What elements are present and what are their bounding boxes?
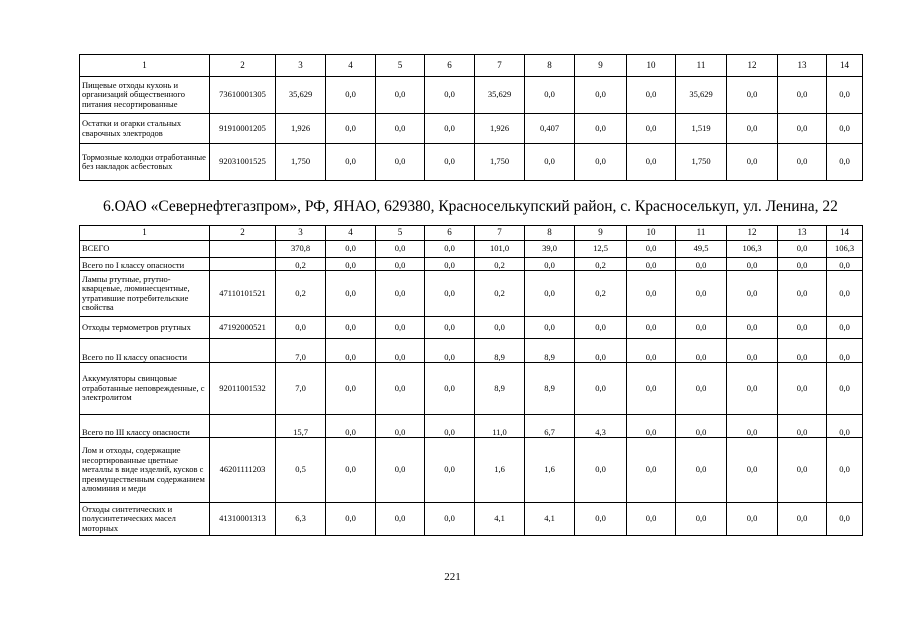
column-number-row bbox=[80, 55, 863, 77]
value-cell: 0,0 bbox=[326, 438, 376, 503]
value-cell: 0,2 bbox=[575, 271, 627, 317]
waste-name-cell: Остатки и огарки стальных сварочных электродов bbox=[80, 114, 210, 144]
value-cell: 0,0 bbox=[525, 258, 575, 271]
waste-name-cell: Лом и отходы, содержащие несортированные цветные металлы в виде изделий, кусков с преимущественным содержанием алюминия и меди bbox=[80, 438, 210, 503]
waste-code-cell: 92031001525 bbox=[210, 144, 276, 181]
value-cell: 0,0 bbox=[827, 258, 863, 271]
waste-name-cell: Лампы ртутные, ртутно-кварцевые, люминесцентные, утратившие потребительские свойства bbox=[80, 271, 210, 317]
value-cell: 0,0 bbox=[376, 363, 425, 415]
column-number: 9 bbox=[575, 55, 627, 77]
waste-name-cell: Тормозные колодки отработанные без накладок асбестовых bbox=[80, 144, 210, 181]
value-cell: 0,2 bbox=[276, 258, 326, 271]
value-cell: 0,0 bbox=[376, 241, 425, 258]
value-cell: 0,0 bbox=[575, 144, 627, 181]
value-cell: 0,0 bbox=[376, 114, 425, 144]
value-cell: 0,0 bbox=[676, 415, 727, 438]
table-row bbox=[80, 144, 863, 181]
value-cell: 101,0 bbox=[475, 241, 525, 258]
value-cell: 4,1 bbox=[475, 503, 525, 536]
column-number: 10 bbox=[627, 226, 676, 241]
waste-code-cell: 73610001305 bbox=[210, 77, 276, 114]
value-cell: 0,0 bbox=[575, 363, 627, 415]
value-cell: 0,0 bbox=[676, 438, 727, 503]
value-cell: 0,0 bbox=[326, 415, 376, 438]
value-cell: 370,8 bbox=[276, 241, 326, 258]
value-cell: 1,926 bbox=[475, 114, 525, 144]
value-cell: 0,0 bbox=[326, 114, 376, 144]
value-cell: 0,0 bbox=[778, 438, 827, 503]
table-row bbox=[80, 339, 863, 363]
value-cell: 0,0 bbox=[676, 339, 727, 363]
value-cell: 8,9 bbox=[475, 363, 525, 415]
waste-name-cell: Всего по II классу опасности bbox=[80, 339, 210, 363]
value-cell: 0,0 bbox=[778, 144, 827, 181]
value-cell: 0,0 bbox=[778, 317, 827, 339]
value-cell: 0,0 bbox=[827, 271, 863, 317]
value-cell: 0,0 bbox=[778, 77, 827, 114]
value-cell: 0,2 bbox=[276, 271, 326, 317]
value-cell: 0,0 bbox=[627, 503, 676, 536]
value-cell: 0,0 bbox=[425, 503, 475, 536]
value-cell: 0,0 bbox=[425, 114, 475, 144]
value-cell: 12,5 bbox=[575, 241, 627, 258]
value-cell: 0,0 bbox=[326, 271, 376, 317]
column-number: 12 bbox=[727, 55, 778, 77]
column-number: 8 bbox=[525, 55, 575, 77]
value-cell: 0,0 bbox=[326, 503, 376, 536]
waste-name-cell: Аккумуляторы свинцовые отработанные неповрежденные, с электролитом bbox=[80, 363, 210, 415]
value-cell: 0,0 bbox=[425, 144, 475, 181]
value-cell: 0,0 bbox=[376, 77, 425, 114]
column-number: 13 bbox=[778, 55, 827, 77]
value-cell: 0,0 bbox=[627, 438, 676, 503]
value-cell: 0,0 bbox=[827, 415, 863, 438]
column-number: 13 bbox=[778, 226, 827, 241]
value-cell: 0,0 bbox=[778, 114, 827, 144]
value-cell: 0,0 bbox=[425, 271, 475, 317]
value-cell: 0,0 bbox=[627, 144, 676, 181]
value-cell: 0,0 bbox=[376, 271, 425, 317]
value-cell: 0,0 bbox=[676, 503, 727, 536]
column-number: 7 bbox=[475, 226, 525, 241]
value-cell: 0,0 bbox=[727, 258, 778, 271]
waste-code-cell: 41310001313 bbox=[210, 503, 276, 536]
value-cell: 0,0 bbox=[575, 317, 627, 339]
value-cell: 0,0 bbox=[727, 114, 778, 144]
value-cell: 0,0 bbox=[727, 144, 778, 181]
table-row bbox=[80, 114, 863, 144]
value-cell: 0,0 bbox=[425, 241, 475, 258]
value-cell: 0,0 bbox=[326, 363, 376, 415]
value-cell: 0,0 bbox=[827, 317, 863, 339]
waste-code-cell: 46201111203 bbox=[210, 438, 276, 503]
value-cell: 8,9 bbox=[525, 339, 575, 363]
value-cell: 0,0 bbox=[676, 258, 727, 271]
value-cell: 35,629 bbox=[276, 77, 326, 114]
page-number: 221 bbox=[444, 571, 461, 583]
table-row bbox=[80, 363, 863, 415]
table-row bbox=[80, 241, 863, 258]
waste-name-cell: Отходы синтетических и полусинтетических масел моторных bbox=[80, 503, 210, 536]
value-cell: 0,0 bbox=[727, 363, 778, 415]
value-cell: 0,0 bbox=[376, 258, 425, 271]
value-cell: 8,9 bbox=[525, 363, 575, 415]
value-cell: 0,0 bbox=[575, 77, 627, 114]
value-cell: 0,2 bbox=[575, 258, 627, 271]
value-cell: 106,3 bbox=[827, 241, 863, 258]
value-cell: 0,0 bbox=[326, 258, 376, 271]
value-cell: 0,0 bbox=[827, 144, 863, 181]
table-row bbox=[80, 438, 863, 503]
column-number: 14 bbox=[827, 55, 863, 77]
value-cell: 0,0 bbox=[326, 339, 376, 363]
value-cell: 0,0 bbox=[727, 438, 778, 503]
value-cell: 0,0 bbox=[727, 339, 778, 363]
value-cell: 0,0 bbox=[425, 317, 475, 339]
value-cell: 1,750 bbox=[276, 144, 326, 181]
value-cell: 35,629 bbox=[475, 77, 525, 114]
table-row bbox=[80, 503, 863, 536]
waste-code-cell: 92011001532 bbox=[210, 363, 276, 415]
value-cell: 0,0 bbox=[425, 77, 475, 114]
waste-name-cell: ВСЕГО bbox=[80, 241, 210, 258]
column-number: 4 bbox=[326, 55, 376, 77]
value-cell: 6,3 bbox=[276, 503, 326, 536]
value-cell: 0,0 bbox=[525, 271, 575, 317]
value-cell: 1,926 bbox=[276, 114, 326, 144]
value-cell: 0,0 bbox=[525, 77, 575, 114]
value-cell: 35,629 bbox=[676, 77, 727, 114]
waste-code-cell bbox=[210, 258, 276, 271]
value-cell: 0,0 bbox=[276, 317, 326, 339]
value-cell: 1,6 bbox=[525, 438, 575, 503]
value-cell: 0,0 bbox=[627, 241, 676, 258]
column-number: 1 bbox=[80, 226, 210, 241]
value-cell: 0,0 bbox=[376, 317, 425, 339]
column-number: 9 bbox=[575, 226, 627, 241]
column-number: 11 bbox=[676, 226, 727, 241]
column-number: 3 bbox=[276, 55, 326, 77]
value-cell: 0,0 bbox=[727, 415, 778, 438]
waste-code-cell bbox=[210, 339, 276, 363]
value-cell: 0,0 bbox=[376, 144, 425, 181]
value-cell: 1,6 bbox=[475, 438, 525, 503]
value-cell: 0,0 bbox=[525, 144, 575, 181]
value-cell: 0,0 bbox=[326, 317, 376, 339]
table-row bbox=[80, 77, 863, 114]
value-cell: 1,750 bbox=[475, 144, 525, 181]
column-number: 2 bbox=[210, 226, 276, 241]
value-cell: 15,7 bbox=[276, 415, 326, 438]
column-number: 6 bbox=[425, 226, 475, 241]
value-cell: 0,0 bbox=[627, 415, 676, 438]
table-row bbox=[80, 271, 863, 317]
column-number: 14 bbox=[827, 226, 863, 241]
value-cell: 0,2 bbox=[475, 271, 525, 317]
value-cell: 39,0 bbox=[525, 241, 575, 258]
value-cell: 8,9 bbox=[475, 339, 525, 363]
column-number-row bbox=[80, 226, 863, 241]
value-cell: 0,0 bbox=[326, 77, 376, 114]
value-cell: 0,0 bbox=[827, 339, 863, 363]
value-cell: 0,0 bbox=[827, 438, 863, 503]
value-cell: 0,0 bbox=[727, 77, 778, 114]
value-cell: 0,0 bbox=[676, 317, 727, 339]
value-cell: 0,0 bbox=[376, 438, 425, 503]
waste-name-cell: Отходы термометров ртутных bbox=[80, 317, 210, 339]
column-number: 4 bbox=[326, 226, 376, 241]
value-cell: 0,0 bbox=[575, 438, 627, 503]
column-number: 12 bbox=[727, 226, 778, 241]
column-number: 7 bbox=[475, 55, 525, 77]
value-cell: 0,0 bbox=[425, 339, 475, 363]
value-cell: 0,0 bbox=[425, 438, 475, 503]
value-cell: 0,407 bbox=[525, 114, 575, 144]
value-cell: 4,3 bbox=[575, 415, 627, 438]
value-cell: 0,0 bbox=[827, 503, 863, 536]
waste-code-cell: 47192000521 bbox=[210, 317, 276, 339]
value-cell: 0,0 bbox=[575, 339, 627, 363]
value-cell: 0,0 bbox=[727, 503, 778, 536]
value-cell: 0,0 bbox=[778, 258, 827, 271]
waste-code-cell bbox=[210, 241, 276, 258]
waste-name-cell: Всего по III классу опасности bbox=[80, 415, 210, 438]
section-heading: 6.ОАО «Севернефтегазпром», РФ, ЯНАО, 629380, Красноселькупский район, с. Красноселькуп, ул. Ленина, 22 bbox=[103, 198, 838, 215]
value-cell: 0,0 bbox=[475, 317, 525, 339]
value-cell: 0,0 bbox=[727, 317, 778, 339]
value-cell: 0,0 bbox=[778, 241, 827, 258]
column-number: 11 bbox=[676, 55, 727, 77]
value-cell: 0,0 bbox=[827, 114, 863, 144]
column-number: 8 bbox=[525, 226, 575, 241]
waste-code-cell: 91910001205 bbox=[210, 114, 276, 144]
value-cell: 1,519 bbox=[676, 114, 727, 144]
table-row bbox=[80, 317, 863, 339]
waste-code-cell bbox=[210, 415, 276, 438]
value-cell: 0,0 bbox=[627, 339, 676, 363]
column-number: 5 bbox=[376, 55, 425, 77]
value-cell: 0,0 bbox=[778, 503, 827, 536]
value-cell: 49,5 bbox=[676, 241, 727, 258]
value-cell: 0,0 bbox=[627, 114, 676, 144]
value-cell: 0,0 bbox=[425, 363, 475, 415]
value-cell: 0,0 bbox=[525, 317, 575, 339]
value-cell: 0,0 bbox=[778, 363, 827, 415]
column-number: 1 bbox=[80, 55, 210, 77]
column-number: 3 bbox=[276, 226, 326, 241]
value-cell: 4,1 bbox=[525, 503, 575, 536]
value-cell: 0,0 bbox=[778, 271, 827, 317]
value-cell: 11,0 bbox=[475, 415, 525, 438]
value-cell: 0,0 bbox=[627, 77, 676, 114]
column-number: 10 bbox=[627, 55, 676, 77]
value-cell: 0,0 bbox=[627, 271, 676, 317]
value-cell: 0,0 bbox=[376, 503, 425, 536]
value-cell: 0,0 bbox=[627, 258, 676, 271]
value-cell: 1,750 bbox=[676, 144, 727, 181]
value-cell: 0,0 bbox=[326, 241, 376, 258]
value-cell: 0,0 bbox=[676, 363, 727, 415]
table-row bbox=[80, 415, 863, 438]
value-cell: 0,0 bbox=[778, 339, 827, 363]
value-cell: 0,0 bbox=[676, 271, 727, 317]
value-cell: 0,0 bbox=[376, 339, 425, 363]
value-cell: 0,0 bbox=[425, 415, 475, 438]
value-cell: 106,3 bbox=[727, 241, 778, 258]
value-cell: 0,0 bbox=[575, 503, 627, 536]
column-number: 6 bbox=[425, 55, 475, 77]
value-cell: 0,0 bbox=[425, 258, 475, 271]
waste-code-cell: 47110101521 bbox=[210, 271, 276, 317]
value-cell: 0,0 bbox=[326, 144, 376, 181]
value-cell: 7,0 bbox=[276, 363, 326, 415]
waste-table-continued bbox=[79, 54, 863, 181]
value-cell: 6,7 bbox=[525, 415, 575, 438]
value-cell: 0,0 bbox=[627, 317, 676, 339]
value-cell: 0,0 bbox=[627, 363, 676, 415]
waste-name-cell: Всего по I классу опасности bbox=[80, 258, 210, 271]
value-cell: 0,0 bbox=[727, 271, 778, 317]
column-number: 2 bbox=[210, 55, 276, 77]
value-cell: 0,0 bbox=[827, 363, 863, 415]
value-cell: 0,0 bbox=[778, 415, 827, 438]
waste-name-cell: Пищевые отходы кухонь и организаций общественного питания несортированные bbox=[80, 77, 210, 114]
value-cell: 0,0 bbox=[575, 114, 627, 144]
table-row bbox=[80, 258, 863, 271]
value-cell: 7,0 bbox=[276, 339, 326, 363]
value-cell: 0,5 bbox=[276, 438, 326, 503]
column-number: 5 bbox=[376, 226, 425, 241]
value-cell: 0,0 bbox=[827, 77, 863, 114]
value-cell: 0,2 bbox=[475, 258, 525, 271]
waste-table-severneftegazprom bbox=[79, 225, 863, 536]
value-cell: 0,0 bbox=[376, 415, 425, 438]
